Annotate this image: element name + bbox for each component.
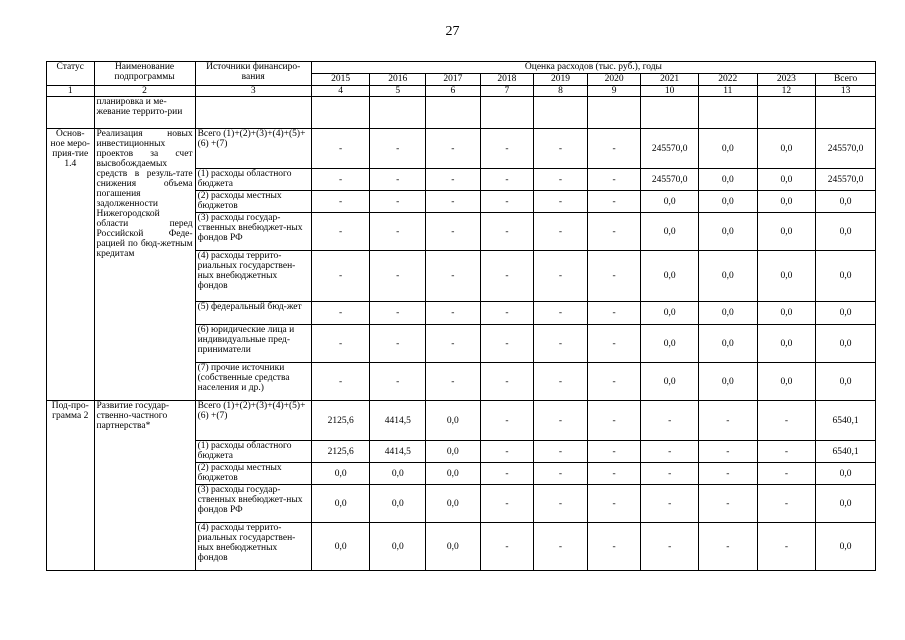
value-cell: 0,0 bbox=[370, 485, 426, 523]
value-cell: - bbox=[757, 523, 816, 571]
column-index: 4 bbox=[311, 86, 370, 97]
value-cell: - bbox=[698, 485, 757, 523]
table-cell bbox=[311, 97, 370, 129]
value-cell: - bbox=[587, 251, 641, 302]
funding-source: Всего (1)+(2)+(3)+(4)+(5)+(6) +(7) bbox=[195, 401, 311, 441]
value-cell: 0,0 bbox=[698, 302, 757, 325]
value-cell: 0,0 bbox=[311, 463, 370, 485]
funding-source: (3) расходы государ-ственных внебюджет-ных фондов РФ bbox=[195, 213, 311, 251]
header-year: 2023 bbox=[757, 74, 816, 86]
value-cell: - bbox=[587, 129, 641, 169]
value-cell: 245570,0 bbox=[816, 169, 876, 191]
funding-source: (6) юридические лица и индивидуальные пред-приниматели bbox=[195, 325, 311, 363]
value-cell: - bbox=[370, 302, 426, 325]
value-cell: - bbox=[587, 169, 641, 191]
value-cell: 0,0 bbox=[757, 169, 816, 191]
column-index: 1 bbox=[47, 86, 95, 97]
header-year: 2022 bbox=[698, 74, 757, 86]
value-cell: - bbox=[480, 401, 534, 441]
column-index: 8 bbox=[534, 86, 588, 97]
value-cell: - bbox=[311, 363, 370, 401]
value-cell: - bbox=[587, 463, 641, 485]
value-cell: 0,0 bbox=[698, 169, 757, 191]
value-cell: 0,0 bbox=[816, 213, 876, 251]
value-cell: - bbox=[480, 363, 534, 401]
value-cell: 0,0 bbox=[641, 213, 699, 251]
value-cell: - bbox=[311, 251, 370, 302]
table-cell bbox=[816, 97, 876, 129]
value-cell: - bbox=[370, 363, 426, 401]
value-cell: - bbox=[426, 169, 481, 191]
value-cell: 0,0 bbox=[698, 251, 757, 302]
column-index: 5 bbox=[370, 86, 426, 97]
status-cell bbox=[47, 97, 95, 129]
value-cell: - bbox=[587, 363, 641, 401]
value-cell: - bbox=[698, 523, 757, 571]
value-cell: - bbox=[426, 129, 481, 169]
value-cell: 0,0 bbox=[757, 129, 816, 169]
column-index: 10 bbox=[641, 86, 699, 97]
value-cell: - bbox=[311, 169, 370, 191]
value-cell: - bbox=[757, 463, 816, 485]
value-cell: - bbox=[370, 169, 426, 191]
value-cell: 0,0 bbox=[816, 251, 876, 302]
page-number: 27 bbox=[445, 24, 460, 39]
value-cell: - bbox=[587, 213, 641, 251]
value-cell: 0,0 bbox=[641, 302, 699, 325]
value-cell: - bbox=[426, 213, 481, 251]
value-cell: - bbox=[480, 169, 534, 191]
value-cell: - bbox=[587, 401, 641, 441]
value-cell: - bbox=[480, 191, 534, 213]
value-cell: - bbox=[641, 463, 699, 485]
value-cell: - bbox=[534, 191, 588, 213]
value-cell: - bbox=[587, 523, 641, 571]
table-cell bbox=[370, 97, 426, 129]
value-cell: - bbox=[311, 302, 370, 325]
value-cell: 245570,0 bbox=[641, 129, 699, 169]
header-subprogram: Наименование подпрограммы bbox=[94, 62, 195, 86]
value-cell: - bbox=[698, 463, 757, 485]
value-cell: - bbox=[757, 441, 816, 463]
funding-source: (4) расходы террито-риальных государствен-ных внебюджетных фондов bbox=[195, 523, 311, 571]
value-cell: - bbox=[480, 213, 534, 251]
value-cell: 0,0 bbox=[757, 302, 816, 325]
funding-source: Всего (1)+(2)+(3)+(4)+(5)+(6) +(7) bbox=[195, 129, 311, 169]
table-cell bbox=[757, 97, 816, 129]
value-cell: - bbox=[757, 401, 816, 441]
value-cell: - bbox=[426, 191, 481, 213]
value-cell: 0,0 bbox=[698, 129, 757, 169]
header-year: 2019 bbox=[534, 74, 588, 86]
value-cell: 0,0 bbox=[641, 363, 699, 401]
value-cell: 0,0 bbox=[426, 441, 481, 463]
value-cell: 245570,0 bbox=[641, 169, 699, 191]
funding-source: (2) расходы местных бюджетов bbox=[195, 463, 311, 485]
subprogram-status: Под-про-грамма 2 bbox=[47, 401, 95, 571]
column-index: 3 bbox=[195, 86, 311, 97]
header-year: Всего bbox=[816, 74, 876, 86]
funding-source: (5) федеральный бюд-жет bbox=[195, 302, 311, 325]
value-cell: - bbox=[426, 302, 481, 325]
header-year: 2016 bbox=[370, 74, 426, 86]
funding-source: (4) расходы террито-риальных государствен-ных внебюджетных фондов bbox=[195, 251, 311, 302]
value-cell: 0,0 bbox=[698, 213, 757, 251]
value-cell: 0,0 bbox=[641, 191, 699, 213]
value-cell: - bbox=[757, 485, 816, 523]
header-status: Статус bbox=[47, 62, 95, 86]
column-index: 11 bbox=[698, 86, 757, 97]
value-cell: - bbox=[587, 325, 641, 363]
column-index: 13 bbox=[816, 86, 876, 97]
value-cell: 0,0 bbox=[698, 325, 757, 363]
table-row bbox=[47, 129, 876, 169]
value-cell: 2125,6 bbox=[311, 401, 370, 441]
value-cell: 0,0 bbox=[757, 191, 816, 213]
value-cell: 0,0 bbox=[757, 325, 816, 363]
value-cell: - bbox=[641, 523, 699, 571]
value-cell: 0,0 bbox=[698, 363, 757, 401]
header-year: 2017 bbox=[426, 74, 481, 86]
value-cell: 4414,5 bbox=[370, 401, 426, 441]
column-index: 12 bbox=[757, 86, 816, 97]
header-estimate: Оценка расходов (тыс. руб.), годы bbox=[311, 62, 875, 74]
header-year: 2021 bbox=[641, 74, 699, 86]
value-cell: - bbox=[534, 251, 588, 302]
value-cell: - bbox=[534, 302, 588, 325]
expenditure-table bbox=[46, 61, 876, 571]
value-cell: - bbox=[311, 325, 370, 363]
value-cell: - bbox=[587, 485, 641, 523]
value-cell: 0,0 bbox=[816, 485, 876, 523]
value-cell: 0,0 bbox=[426, 463, 481, 485]
value-cell: 0,0 bbox=[311, 523, 370, 571]
value-cell: - bbox=[370, 325, 426, 363]
value-cell: 0,0 bbox=[698, 191, 757, 213]
value-cell: - bbox=[480, 129, 534, 169]
value-cell: 6540,1 bbox=[816, 401, 876, 441]
value-cell: - bbox=[698, 441, 757, 463]
value-cell: - bbox=[587, 441, 641, 463]
value-cell: 0,0 bbox=[426, 485, 481, 523]
column-index: 6 bbox=[426, 86, 481, 97]
header-sources: Источники финансиро-вания bbox=[195, 62, 311, 86]
value-cell: - bbox=[534, 441, 588, 463]
value-cell: - bbox=[587, 302, 641, 325]
value-cell: - bbox=[480, 463, 534, 485]
value-cell: - bbox=[534, 485, 588, 523]
column-index: 2 bbox=[94, 86, 195, 97]
value-cell: 0,0 bbox=[641, 325, 699, 363]
value-cell: - bbox=[370, 129, 426, 169]
value-cell: - bbox=[480, 441, 534, 463]
value-cell: - bbox=[370, 251, 426, 302]
header-year: 2018 bbox=[480, 74, 534, 86]
column-index: 9 bbox=[587, 86, 641, 97]
funding-source: (3) расходы государ-ственных внебюджет-ных фондов РФ bbox=[195, 485, 311, 523]
funding-source: (2) расходы местных бюджетов bbox=[195, 191, 311, 213]
value-cell: 0,0 bbox=[816, 463, 876, 485]
funding-source: (7) прочие источники (собственные средства населения и др.) bbox=[195, 363, 311, 401]
value-cell: - bbox=[480, 523, 534, 571]
value-cell: 0,0 bbox=[816, 302, 876, 325]
value-cell: 0,0 bbox=[757, 251, 816, 302]
value-cell: - bbox=[534, 363, 588, 401]
value-cell: - bbox=[370, 191, 426, 213]
value-cell: - bbox=[480, 302, 534, 325]
value-cell: - bbox=[534, 463, 588, 485]
value-cell: 4414,5 bbox=[370, 441, 426, 463]
value-cell: - bbox=[534, 169, 588, 191]
value-cell: 0,0 bbox=[816, 325, 876, 363]
value-cell: 0,0 bbox=[426, 523, 481, 571]
value-cell: 0,0 bbox=[426, 401, 481, 441]
column-index: 7 bbox=[480, 86, 534, 97]
table-cell bbox=[534, 97, 588, 129]
value-cell: - bbox=[426, 325, 481, 363]
value-cell: - bbox=[534, 325, 588, 363]
table-row bbox=[47, 97, 876, 129]
value-cell: - bbox=[370, 213, 426, 251]
value-cell: - bbox=[480, 325, 534, 363]
value-cell: 0,0 bbox=[641, 251, 699, 302]
table-cell bbox=[587, 97, 641, 129]
table-cell bbox=[641, 97, 699, 129]
event-name: Реализация новых инвестиционных проектов за счет высвобождаемых средств в резуль-тате снижения объема погашения задолженности Нижегородской области перед Российской Феде-рацией по бюд-жетным кредитам bbox=[94, 129, 195, 401]
value-cell: 0,0 bbox=[370, 463, 426, 485]
table-row bbox=[47, 401, 876, 441]
value-cell: 0,0 bbox=[757, 363, 816, 401]
value-cell: - bbox=[587, 191, 641, 213]
value-cell: - bbox=[534, 213, 588, 251]
value-cell: 0,0 bbox=[370, 523, 426, 571]
table-cell bbox=[480, 97, 534, 129]
value-cell: - bbox=[480, 251, 534, 302]
value-cell: - bbox=[641, 401, 699, 441]
value-cell: 6540,1 bbox=[816, 441, 876, 463]
value-cell: 2125,6 bbox=[311, 441, 370, 463]
value-cell: - bbox=[698, 401, 757, 441]
value-cell: - bbox=[311, 129, 370, 169]
value-cell: 0,0 bbox=[816, 191, 876, 213]
value-cell: 0,0 bbox=[757, 213, 816, 251]
value-cell: - bbox=[480, 485, 534, 523]
header-year: 2015 bbox=[311, 74, 370, 86]
value-cell: - bbox=[311, 213, 370, 251]
funding-source: (1) расходы областного бюджета bbox=[195, 441, 311, 463]
value-cell: - bbox=[534, 523, 588, 571]
subprogram-name: Развитие государ-ственно-частного партнерства* bbox=[94, 401, 195, 571]
event-status: Основ-ное меро-прия-тие 1.4 bbox=[47, 129, 95, 401]
value-cell: 0,0 bbox=[816, 523, 876, 571]
value-cell: - bbox=[534, 129, 588, 169]
table-cell bbox=[426, 97, 481, 129]
value-cell: - bbox=[641, 441, 699, 463]
value-cell: 0,0 bbox=[311, 485, 370, 523]
value-cell: 245570,0 bbox=[816, 129, 876, 169]
value-cell: - bbox=[426, 363, 481, 401]
value-cell: 0,0 bbox=[816, 363, 876, 401]
table-cell bbox=[195, 97, 311, 129]
value-cell: - bbox=[534, 401, 588, 441]
funding-source: (1) расходы областного бюджета bbox=[195, 169, 311, 191]
table-cell bbox=[698, 97, 757, 129]
value-cell: - bbox=[641, 485, 699, 523]
value-cell: - bbox=[311, 191, 370, 213]
subprogram-name-continuation: планировка и ме-жевание террито-рии bbox=[94, 97, 195, 129]
value-cell: - bbox=[426, 251, 481, 302]
header-year: 2020 bbox=[587, 74, 641, 86]
